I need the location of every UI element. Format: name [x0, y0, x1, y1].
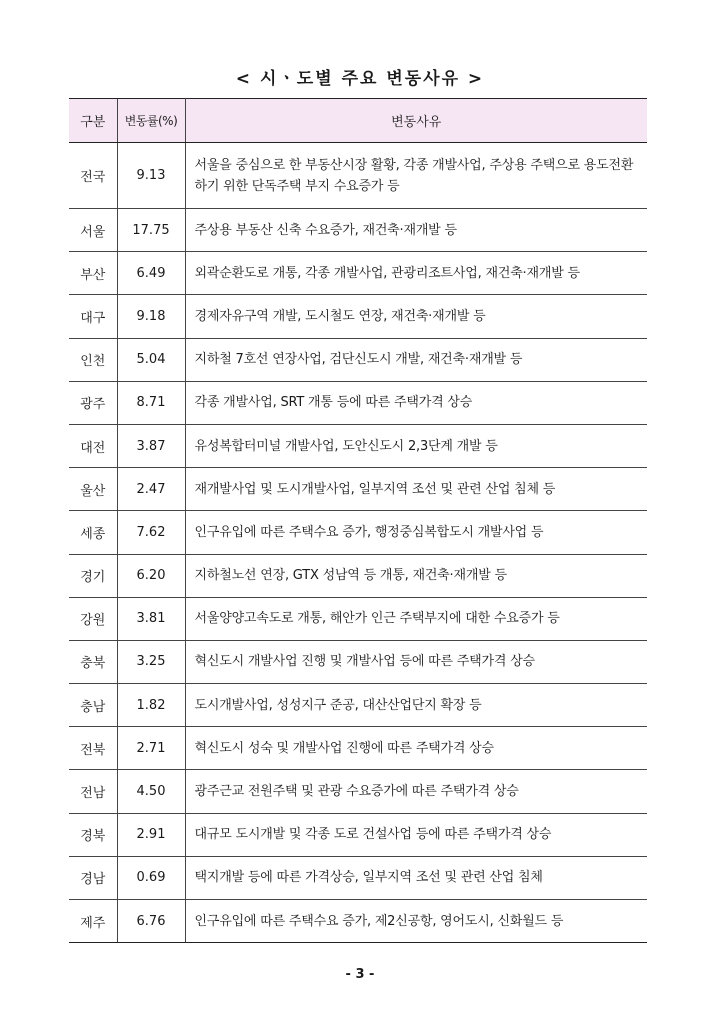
region-cell: 충북 [69, 640, 117, 683]
rate-cell: 3.87 [117, 424, 185, 467]
reason-cell: 인구유입에 따른 주택수요 증가, 제2신공항, 영어도시, 신화월드 등 [185, 900, 647, 943]
table-row [69, 813, 647, 856]
table-row [69, 727, 647, 770]
header-reason: 변동사유 [185, 99, 647, 143]
reason-cell: 광주근교 전원주택 및 관광 수요증가에 따른 주택가격 상승 [185, 770, 647, 813]
rate-cell: 6.49 [117, 252, 185, 295]
rate-cell: 6.76 [117, 900, 185, 943]
table-row [69, 856, 647, 899]
region-cell: 충남 [69, 684, 117, 727]
change-reasons-table [69, 98, 647, 943]
table-row [69, 554, 647, 597]
reason-cell: 유성복합터미널 개발사업, 도안신도시 2,3단계 개발 등 [185, 424, 647, 467]
table-row [69, 900, 647, 943]
reason-cell: 각종 개발사업, SRT 개통 등에 따른 주택가격 상승 [185, 381, 647, 424]
region-cell: 광주 [69, 381, 117, 424]
reason-cell: 지하철 7호선 연장사업, 검단신도시 개발, 재건축·재개발 등 [185, 338, 647, 381]
rate-cell: 9.18 [117, 295, 185, 338]
rate-cell: 3.81 [117, 597, 185, 640]
table-row [69, 381, 647, 424]
rate-cell: 1.82 [117, 684, 185, 727]
reason-cell: 서울을 중심으로 한 부동산시장 활황, 각종 개발사업, 주상용 주택으로 용도전환하기 위한 단독주택 부지 수요증가 등 [185, 143, 647, 209]
page-title: < 시ㆍ도별 주요 변동사유 > [235, 69, 485, 89]
rate-cell: 2.47 [117, 468, 185, 511]
rate-cell: 5.04 [117, 338, 185, 381]
rate-cell: 7.62 [117, 511, 185, 554]
region-cell: 인천 [69, 338, 117, 381]
table-header-row [69, 99, 647, 143]
table-row [69, 143, 647, 209]
table-row [69, 338, 647, 381]
region-cell: 대구 [69, 295, 117, 338]
region-cell: 경남 [69, 856, 117, 899]
table-row [69, 597, 647, 640]
rate-cell: 3.25 [117, 640, 185, 683]
region-cell: 경북 [69, 813, 117, 856]
region-cell: 울산 [69, 468, 117, 511]
table-row [69, 295, 647, 338]
rate-cell: 8.71 [117, 381, 185, 424]
rate-cell: 4.50 [117, 770, 185, 813]
rate-cell: 2.71 [117, 727, 185, 770]
region-cell: 세종 [69, 511, 117, 554]
page-number: - 3 - [345, 967, 375, 982]
reason-cell: 주상용 부동산 신축 수요증가, 재건축·재개발 등 [185, 209, 647, 252]
rate-cell: 0.69 [117, 856, 185, 899]
region-cell: 부산 [69, 252, 117, 295]
rate-cell: 9.13 [117, 143, 185, 209]
rate-cell: 2.91 [117, 813, 185, 856]
reason-cell: 혁신도시 성숙 및 개발사업 진행에 따른 주택가격 상승 [185, 727, 647, 770]
reason-cell: 외곽순환도로 개통, 각종 개발사업, 관광리조트사업, 재건축·재개발 등 [185, 252, 647, 295]
region-cell: 전남 [69, 770, 117, 813]
reason-cell: 택지개발 등에 따른 가격상승, 일부지역 조선 및 관련 산업 침체 [185, 856, 647, 899]
reason-cell: 서울양양고속도로 개통, 해안가 인근 주택부지에 대한 수요증가 등 [185, 597, 647, 640]
reason-cell: 도시개발사업, 성성지구 준공, 대산산업단지 확장 등 [185, 684, 647, 727]
reason-cell: 경제자유구역 개발, 도시철도 연장, 재건축·재개발 등 [185, 295, 647, 338]
rate-cell: 6.20 [117, 554, 185, 597]
table-row [69, 640, 647, 683]
table-row [69, 252, 647, 295]
header-rate: 변동률(%) [117, 99, 185, 143]
region-cell: 서울 [69, 209, 117, 252]
reason-cell: 지하철노선 연장, GTX 성남역 등 개통, 재건축·재개발 등 [185, 554, 647, 597]
table-row [69, 424, 647, 467]
region-cell: 전국 [69, 143, 117, 209]
table-row [69, 468, 647, 511]
reason-cell: 대규모 도시개발 및 각종 도로 건설사업 등에 따른 주택가격 상승 [185, 813, 647, 856]
region-cell: 대전 [69, 424, 117, 467]
reason-cell: 인구유입에 따른 주택수요 증가, 행정중심복합도시 개발사업 등 [185, 511, 647, 554]
reason-cell: 혁신도시 개발사업 진행 및 개발사업 등에 따른 주택가격 상승 [185, 640, 647, 683]
table-row [69, 209, 647, 252]
region-cell: 경기 [69, 554, 117, 597]
header-region: 구분 [69, 99, 117, 143]
table-row [69, 770, 647, 813]
region-cell: 전북 [69, 727, 117, 770]
reason-cell: 재개발사업 및 도시개발사업, 일부지역 조선 및 관련 산업 침체 등 [185, 468, 647, 511]
region-cell: 강원 [69, 597, 117, 640]
rate-cell: 17.75 [117, 209, 185, 252]
region-cell: 제주 [69, 900, 117, 943]
table-row [69, 511, 647, 554]
table-row [69, 684, 647, 727]
